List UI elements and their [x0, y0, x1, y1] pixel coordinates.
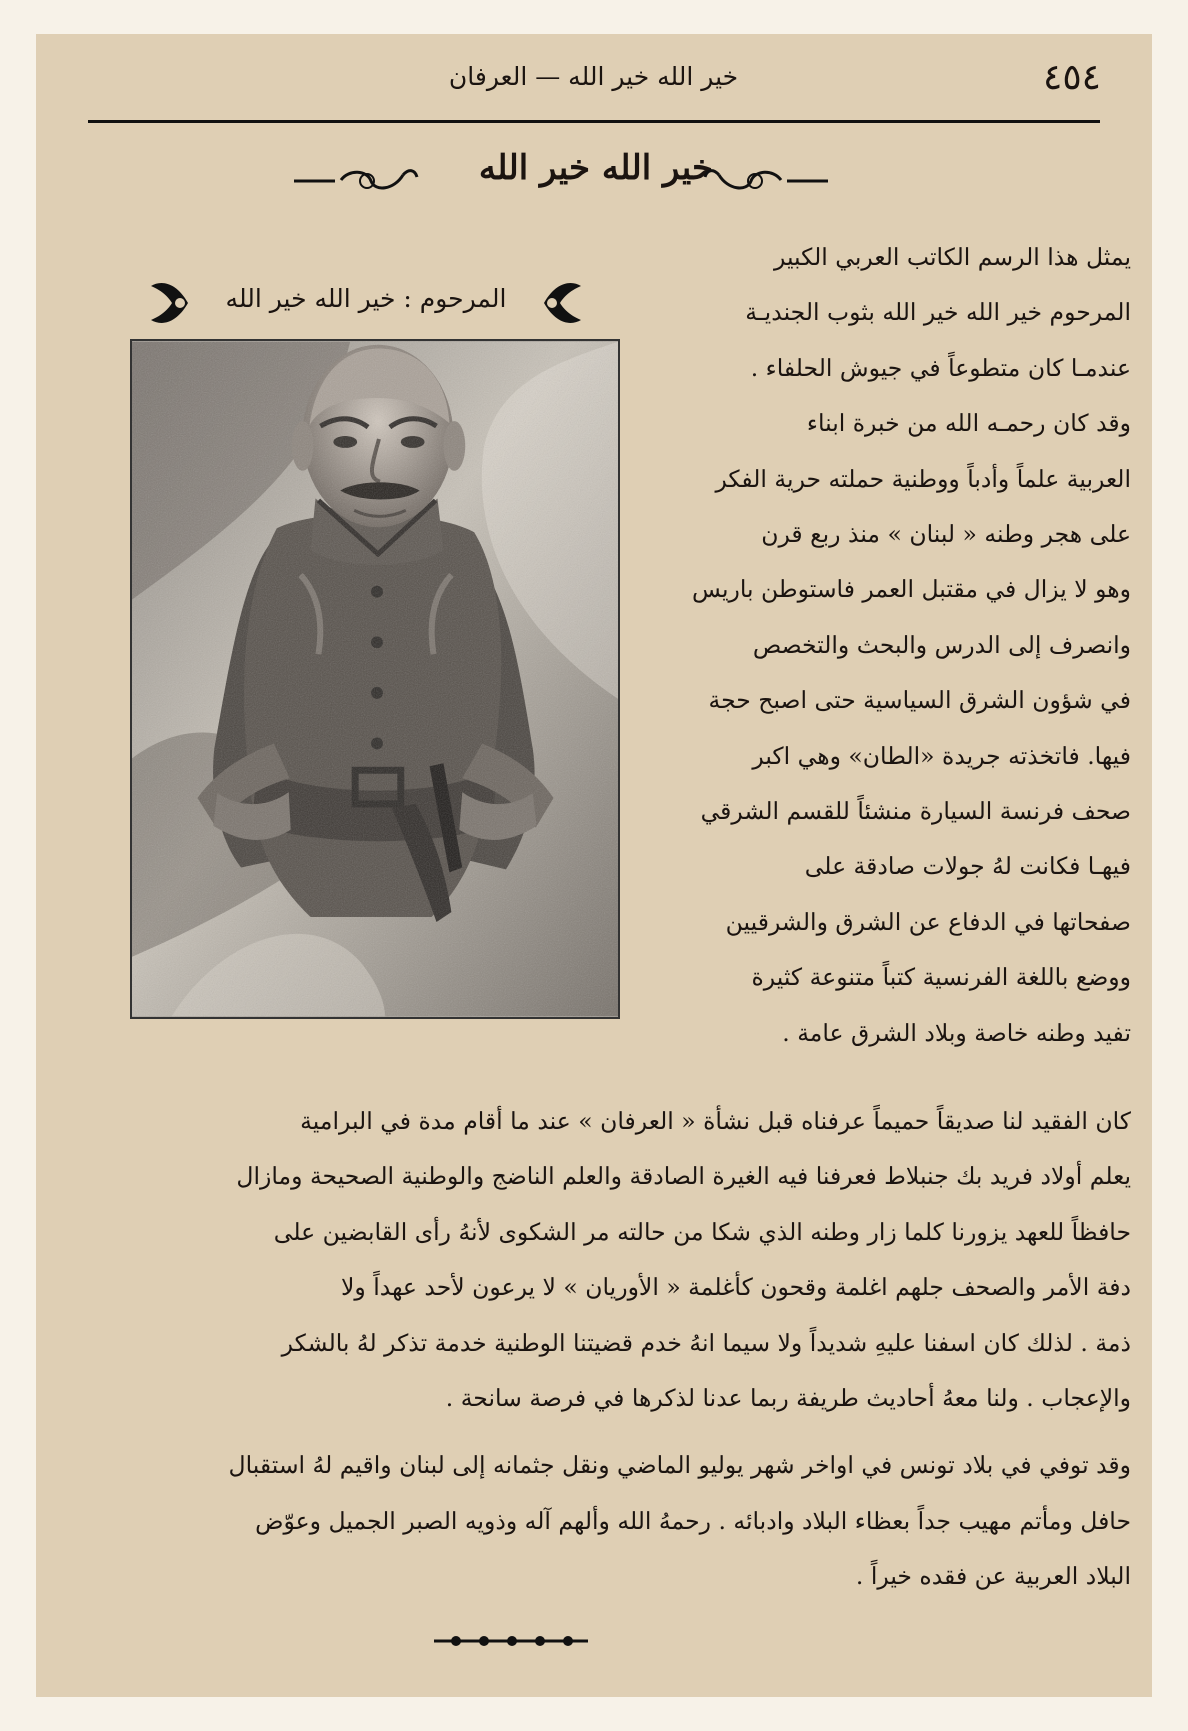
body-line: كان الفقيد لنا صديقاً حميماً عرفناه قبل نشأة « العرفان » عند ما أقام مدة في البرامية — [300, 1107, 1131, 1135]
document-page — [36, 34, 1152, 1697]
page-header — [86, 54, 1101, 110]
column-line: في شؤون الشرق السياسية حتى اصبح حجة — [708, 686, 1131, 715]
column-line: تفيد وطنه خاصة وبلاد الشرق عامة . — [782, 1018, 1131, 1047]
body-line: وقد توفي في بلاد تونس في اواخر شهر يوليو الماضي ونقل جثمانه إلى لبنان واقيم لهُ استقبال — [228, 1451, 1131, 1480]
portrait-caption — [146, 272, 586, 342]
body-line: دفة الأمر والصحف جلهم اغلمة وقحون كأغلمة « الأوريان » لا يرعون لأحد عهداً ولا — [341, 1273, 1131, 1302]
body-line: حافل ومأتم مهيب جداً بعظاء البلاد وادبائه . رحمهُ الله وألهم آله وذويه الصبر الجميل وعوّض — [255, 1506, 1131, 1535]
body-line: البلاد العربية عن فقده خيراً . — [855, 1562, 1131, 1591]
article-title: خير الله خير الله — [478, 148, 714, 188]
body-line: يعلم أولاد فريد بك جنبلاط فعرفنا فيه الغيرة الصادقة والعلم الناضج والوطنية الصحيحة ومازال — [236, 1162, 1131, 1191]
column-line: المرحوم خير الله خير الله بثوب الجنديـة — [745, 298, 1131, 327]
portrait-photo — [130, 339, 620, 1019]
end-ornament-icon — [426, 1632, 596, 1650]
column-line: فيها. فاتخذته جريدة «الطان» وهي اكبر — [752, 741, 1131, 770]
column-line: ووضع باللغة الفرنسية كتباً متنوعة كثيرة — [751, 963, 1131, 992]
portrait-caption-text: المرحوم : خير الله خير الله — [225, 284, 507, 313]
title-ornament-right-icon — [701, 163, 831, 195]
paragraph-space — [106, 1426, 1131, 1438]
page-number: ٤٥٤ — [1042, 57, 1101, 98]
caption-ornament-right-icon — [540, 274, 586, 332]
running-title: خير الله خير الله — العرفان — [448, 62, 739, 91]
header-rule — [88, 120, 1100, 123]
body-line: والإعجاب . ولنا معهُ أحاديث طريفة ربما عدنا لذكرها في فرصة سانحة . — [445, 1384, 1131, 1413]
column-line: فيهـا فكانت لهُ جولات صادقة على — [804, 852, 1131, 881]
body-line: ذمة . لذلك كان اسفنا عليهِ شديداً ولا سيما انهُ خدم قضيتنا الوطنية خدمة تذكر لهُ بالشكر — [281, 1328, 1131, 1357]
column-line: يمثل هذا الرسم الكاتب العربي الكبير — [774, 243, 1131, 271]
body-line: حافظاً للعهد يزورنا كلما زار وطنه الذي شكا من حالته مر الشكوى لأنهُ رأى القابضين على — [273, 1217, 1131, 1246]
caption-ornament-left-icon — [146, 274, 192, 332]
column-line: وهو لا يزال في مقتبل العمر فاستوطن باريس — [692, 575, 1131, 604]
article-body — [106, 1094, 1131, 1605]
portrait-description-column — [626, 230, 1131, 1061]
column-line: عندمـا كان متطوعاً في جيوش الحلفاء . — [750, 353, 1131, 382]
column-line: وانصرف إلى الدرس والبحث والتخصص — [752, 630, 1131, 659]
column-line: صفحاتها في الدفاع عن الشرق والشرقيين — [725, 907, 1131, 936]
column-line: وقد كان رحمـه الله من خبرة ابناء — [806, 409, 1131, 438]
column-line: على هجر وطنه « لبنان » منذ ربع قرن — [761, 520, 1131, 549]
column-line: العربية علماً وأدباً ووطنية حملته حرية الفكر — [715, 464, 1131, 493]
column-line: صحف فرنسة السيارة منشئاً للقسم الشرقي — [700, 797, 1131, 826]
